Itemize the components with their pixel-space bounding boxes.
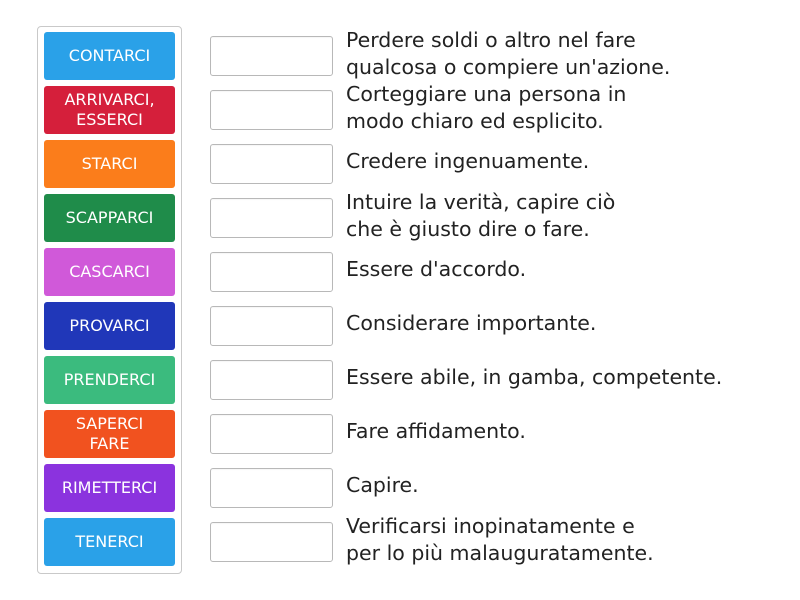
drop-zone[interactable] — [210, 360, 333, 400]
definition-line: modo chiaro ed esplicito. — [346, 109, 604, 133]
answer-tile-label: PROVARCI — [69, 316, 150, 335]
definition-text — [346, 418, 526, 445]
drop-zone[interactable] — [210, 414, 333, 454]
drop-zone[interactable] — [210, 198, 333, 238]
definition-text — [346, 189, 615, 243]
definition-text — [346, 364, 722, 391]
definition-text — [346, 27, 670, 81]
definition-line: Perdere soldi o altro nel fare — [346, 28, 636, 52]
definition-line: Intuire la verità, capire ciò — [346, 190, 616, 214]
definition-line: Fare affidamento. — [346, 419, 526, 443]
definition-line: Corteggiare una persona in — [346, 82, 627, 106]
definition-text — [346, 310, 596, 337]
drop-zone[interactable] — [210, 468, 333, 508]
answer-tile-label: TENERCI — [75, 532, 144, 551]
definition-text — [346, 148, 589, 175]
definition-text — [346, 256, 526, 283]
answer-tile-label: SCAPPARCI — [65, 208, 154, 227]
definition-line: per lo più malauguratamente. — [346, 541, 654, 565]
answer-tile-label: CONTARCI — [68, 46, 151, 65]
answer-tile-label: CASCARCI — [69, 262, 150, 281]
answer-tile-cascarci[interactable] — [44, 248, 175, 296]
drop-zone[interactable] — [210, 306, 333, 346]
answer-tile-arrivarci-esserci[interactable] — [44, 86, 175, 134]
answer-tile-label: ARRIVARCI, ESSERCI — [64, 90, 155, 129]
answer-tile-label: RIMETTERCI — [61, 478, 158, 497]
definition-text — [346, 81, 626, 135]
definition-line: Verificarsi inopinatamente e — [346, 514, 635, 538]
definition-line: Essere d'accordo. — [346, 257, 527, 281]
answer-tile-prenderci[interactable] — [44, 356, 175, 404]
answer-tile-label: PRENDERCI — [63, 370, 156, 389]
answer-tile-provarci[interactable] — [44, 302, 175, 350]
answer-tile-scapparci[interactable] — [44, 194, 175, 242]
answer-tile-tenerci[interactable] — [44, 518, 175, 566]
drop-zone[interactable] — [210, 144, 333, 184]
definition-text — [346, 513, 654, 567]
definition-line: qualcosa o compiere un'azione. — [346, 55, 671, 79]
answer-tile-label: STARCI — [81, 154, 138, 173]
drop-zone[interactable] — [210, 90, 333, 130]
drop-zone[interactable] — [210, 522, 333, 562]
definition-line: Essere abile, in gamba, competente. — [346, 365, 723, 389]
drop-zone[interactable] — [210, 36, 333, 76]
drop-zone[interactable] — [210, 252, 333, 292]
definition-line: Considerare importante. — [346, 311, 597, 335]
definition-text — [346, 472, 419, 499]
definition-line: che è giusto dire o fare. — [346, 217, 590, 241]
definition-line: Credere ingenuamente. — [346, 149, 590, 173]
answer-tile-contarci[interactable] — [44, 32, 175, 80]
answer-tile-saperci-fare[interactable] — [44, 410, 175, 458]
definition-line: Capire. — [346, 473, 419, 497]
answer-tile-starci[interactable] — [44, 140, 175, 188]
answer-tile-label: SAPERCI FARE — [75, 414, 144, 453]
answer-tile-rimetterci[interactable] — [44, 464, 175, 512]
